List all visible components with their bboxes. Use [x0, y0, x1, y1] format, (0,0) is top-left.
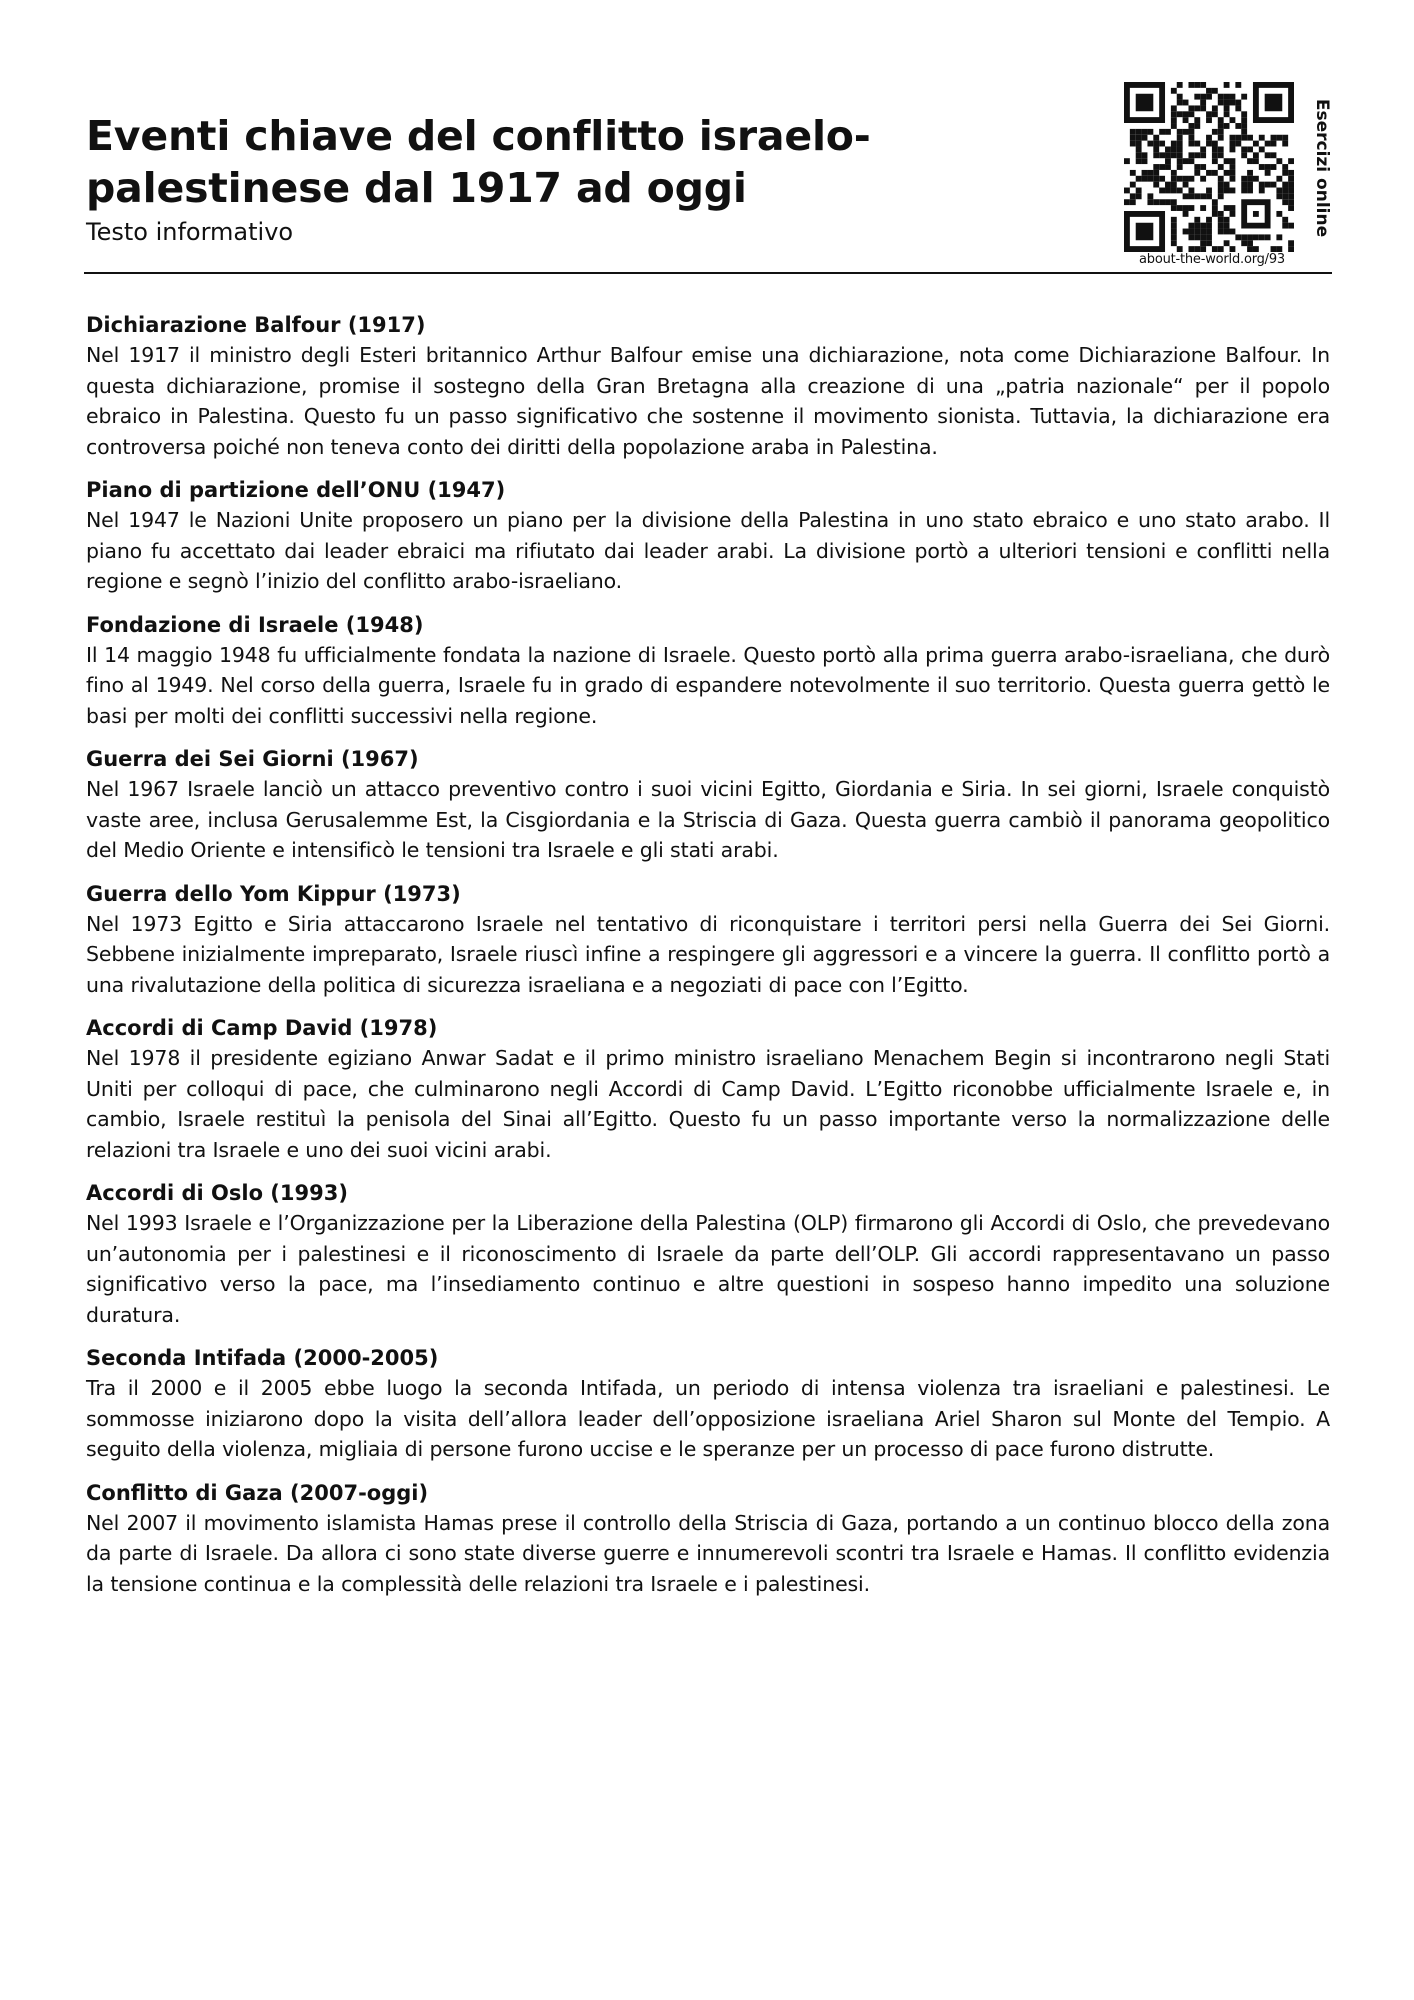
section-yom-kippur-war	[86, 879, 1330, 1001]
section-heading: Accordi di Oslo (1993)	[86, 1181, 348, 1205]
online-exercises-label: Esercizi online	[1312, 98, 1332, 238]
section-paragraph: Nel 1978 il presidente egiziano Anwar Sadat e il primo ministro israeliano Menachem Begin si incontrarono negli Stati Uniti per colloqui di pace, che culminarono negli Accordi di Camp David. L’Egitto riconobbe ufficialmente Israele e, in cambio, Israele restituì la penisola del Sinai all’Egitto. Questo fu un passo importante verso la normalizzazione delle relazioni tra Israele e uno dei suoi vicini arabi.	[86, 1046, 1330, 1162]
article-body	[86, 310, 1330, 1612]
section-paragraph: Nel 1993 Israele e l’Organizzazione per la Liberazione della Palestina (OLP) firmarono gli Accordi di Oslo, che prevedevano un’autonomia per i palestinesi e il riconoscimento di Israele da parte dell’OLP. Gli accordi rappresentavano un passo significativo verso la pace, ma l’insediamento continuo e altre questioni in sospeso hanno impedito una soluzione duratura.	[86, 1211, 1330, 1327]
section-paragraph: Il 14 maggio 1948 fu ufficialmente fondata la nazione di Israele. Questo portò alla prima guerra arabo-israeliana, che durò fino al 1949. Nel corso della guerra, Israele fu in grado di espandere notevolmente il suo territorio. Questa guerra gettò le basi per molti dei conflitti successivi nella regione.	[86, 642, 1330, 728]
page-subtitle: Testo informativo	[86, 218, 294, 246]
section-paragraph: Nel 1967 Israele lanciò un attacco preventivo contro i suoi vicini Egitto, Giordania e Siria. In sei giorni, Israele conquistò vaste aree, inclusa Gerusalemme Est, la Cisgiordania e la Striscia di Gaza. Questa guerra cambiò il panorama geopolitico del Medio Oriente e intensificò le tensioni tra Israele e gli stati arabi.	[86, 777, 1330, 862]
section-heading: Piano di partizione dell’ONU (1947)	[86, 478, 506, 502]
section-paragraph: Nel 1917 il ministro degli Esteri britannico Arthur Balfour emise una dichiarazione, nota come Dichiarazione Balfour. In questa dichiarazione, promise il sostegno della Gran Bretagna alla creazione di una „patria nazionale“ per il popolo ebraico in Palestina. Questo fu un passo significativo che sostenne il movimento sionista. Tuttavia, la dichiarazione era controversa poiché non teneva conto dei diritti della popolazione araba in Palestina.	[86, 343, 1330, 459]
section-un-partition-plan	[86, 475, 1330, 597]
section-second-intifada	[86, 1343, 1330, 1465]
section-heading: Guerra dello Yom Kippur (1973)	[86, 881, 461, 906]
page-title: Eventi chiave del conflitto israelo-palestinese dal 1917 ad oggi	[86, 112, 871, 212]
section-heading: Fondazione di Israele (1948)	[86, 612, 424, 637]
section-founding-of-israel	[86, 610, 1330, 732]
section-heading: Accordi di Camp David (1978)	[86, 1016, 438, 1040]
page-header	[86, 82, 1330, 272]
qr-url-link[interactable]: about-the-world.org/93	[1139, 252, 1285, 267]
section-gaza-conflict	[86, 1478, 1330, 1600]
section-paragraph: Nel 1973 Egitto e Siria attaccarono Israele nel tentativo di riconquistare i territori persi nella Guerra dei Sei Giorni. Sebbene inizialmente impreparato, Israele riuscì infine a respingere gli aggressori e a vincere la guerra. Il conflitto portò a una rivalutazione della politica di sicurezza israeliana e a negoziati di pace con l’Egitto.	[86, 911, 1330, 997]
section-paragraph: Nel 2007 il movimento islamista Hamas prese il controllo della Striscia di Gaza, portando a un continuo blocco della zona da parte di Israele. Da allora ci sono state diverse guerre e innumerevoli scontri tra Israele e Hamas. Il conflitto evidenzia la tensione continua e la complessità delle relazioni tra Israele e i palestinesi.	[86, 1510, 1330, 1596]
section-balfour-declaration	[86, 310, 1330, 462]
section-heading: Conflitto di Gaza (2007-oggi)	[86, 1480, 429, 1505]
section-oslo-accords	[86, 1178, 1330, 1330]
section-camp-david-accords	[86, 1013, 1330, 1165]
section-heading: Seconda Intifada (2000-2005)	[86, 1346, 439, 1370]
section-paragraph: Tra il 2000 e il 2005 ebbe luogo la seconda Intifada, un periodo di intensa violenza tra israeliani e palestinesi. Le sommosse iniziarono dopo la visita dell’allora leader dell’opposizione israeliana Ariel Sharon sul Monte del Tempio. A seguito della violenza, migliaia di persone furono uccise e le speranze per un processo di pace furono distrutte.	[86, 1376, 1330, 1461]
section-paragraph: Nel 1947 le Nazioni Unite proposero un piano per la divisione della Palestina in uno stato ebraico e uno stato arabo. Il piano fu accettato dai leader ebraici ma rifiutato dai leader arabi. La divisione portò a ulteriori tensioni e conflitti nella regione e segnò l’inizio del conflitto arabo-israeliano.	[86, 508, 1330, 593]
header-divider	[84, 272, 1332, 274]
online-exercises-block[interactable]	[1124, 82, 1330, 272]
section-heading: Dichiarazione Balfour (1917)	[86, 313, 426, 337]
qr-code-icon[interactable]	[1124, 82, 1294, 252]
section-six-day-war	[86, 744, 1330, 866]
section-heading: Guerra dei Sei Giorni (1967)	[86, 747, 419, 771]
